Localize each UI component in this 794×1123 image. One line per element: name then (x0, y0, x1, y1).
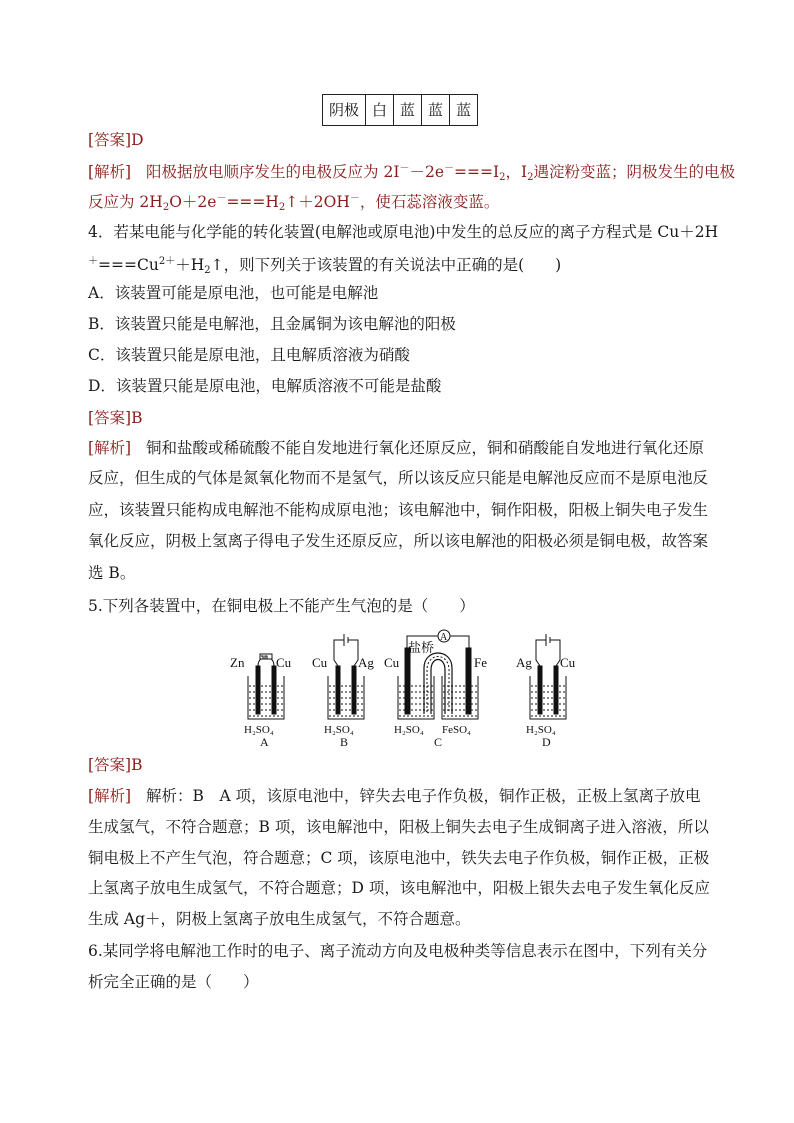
q4-answer (88, 408, 143, 428)
q4-analysis-line: 选 B。 (88, 564, 136, 582)
q5-analysis-line: 铜电极上不产生气泡，符合题意；C 项，该原电池中，铁失去电子作负极，铜作正极，正极 (88, 849, 710, 867)
answer-value: B (131, 409, 143, 427)
q5-apparatus-figure (228, 626, 588, 746)
label-ag: Ag (358, 655, 374, 670)
table-row (323, 95, 478, 126)
q5-stem: 5.下列各装置中，在铜电极上不能产生气泡的是（ ） (88, 597, 475, 615)
analysis-text: 阳极据放电顺序发生的电极反应为 $2I^--2e^-===I_2$，$I_2$遇淀粉变蓝；阴极发生的电极 (146, 163, 735, 183)
label-ag: Ag (516, 655, 532, 670)
table-cell: 蓝 (394, 95, 422, 126)
device-d (530, 634, 566, 719)
q4-option-d: D．该装置只能是原电池，电解质溶液不可能是盐酸 (88, 377, 442, 395)
q5-analysis-line (88, 786, 701, 806)
analysis-label: [解析] (88, 439, 132, 457)
q6-stem: 6.某同学将电解池工作时的电子、离子流动方向及电极种类等信息表示在图中，下列有关分 (88, 942, 708, 960)
q3-answer (88, 130, 144, 150)
answer-label: [答案] (88, 409, 132, 427)
label-zn: Zn (230, 655, 245, 670)
result-table (322, 94, 478, 126)
device-tag: D (542, 735, 551, 746)
q6-stem-cont: 析完全正确的是（ ） (88, 973, 259, 991)
table-cell: 蓝 (422, 95, 450, 126)
analysis-label: [解析] (88, 787, 132, 805)
analysis-text: 铜和盐酸或稀硫酸不能自发地进行氧化还原反应，铜和硝酸能自发地进行氧化还原 (146, 439, 705, 457)
label-cu: Cu (560, 655, 576, 670)
q3-analysis-line (88, 159, 735, 188)
q5-analysis-line: 生成氢气，不符合题意；B 项，该电解池中，阳极上铜失去电子生成铜离子进入溶液，所以 (88, 818, 709, 836)
label-cu: Cu (312, 655, 328, 670)
device-b (328, 634, 364, 719)
label-salt-bridge: 盐桥 (408, 640, 435, 655)
answer-value: D (131, 131, 144, 149)
analysis-text: 解析：B A 项，该原电池中，锌失去电子作负极，铜作正极，正极上氢离子放电 (146, 787, 701, 805)
device-tag: A (260, 735, 269, 746)
device-tag: B (340, 735, 349, 746)
q4-analysis-line (88, 438, 704, 458)
label-cu: Cu (276, 655, 292, 670)
label-solution: H₂SO₄ (526, 724, 556, 736)
label-cu: Cu (384, 655, 400, 670)
label-solution: H₂SO₄ (324, 724, 354, 736)
device-tag: C (434, 735, 443, 746)
q5-analysis-line: 上氢离子放电生成氢气，不符合题意；D 项，该电解池中，阳极上银失去电子发生氧化反应 (88, 879, 710, 897)
q4-option-c: C．该装置只能是原电池，且电解质溶液为硝酸 (88, 346, 410, 364)
q4-analysis-line: 反应，但生成的气体是氮氧化物而不是氢气，所以该反应只能是电解池反应而不是原电池反 (88, 469, 709, 487)
q5-analysis-line: 生成 Ag＋，阴极上氢离子放电生成氢气，不符合题意。 (88, 910, 471, 928)
label-solution: H₂SO₄ (394, 724, 424, 736)
q3-analysis-line: 反应为 $2H_2O+2e^-===H_2↑+2OH^-$，使石蕊溶液变蓝。 (88, 193, 500, 213)
q4-analysis-line: 应，该装置只能构成电解池不能构成原电池；该电解池中，铜作阳极，阳极上铜失电子发生 (88, 501, 709, 519)
q4-stem: 4．若某电能与化学能的转化装置(电解池或原电池)中发生的总反应的离子方程式是 Cu＋2H (88, 223, 719, 241)
q4-analysis-line: 氧化反应，阴极上氢离子得电子发生还原反应，所以该电解池的阳极必须是铜电极，故答案 (88, 532, 709, 550)
table-cell: 蓝 (450, 95, 478, 126)
label-solution: H₂SO₄ (244, 724, 274, 736)
answer-label: [答案] (88, 131, 132, 149)
label-fe: Fe (474, 655, 487, 670)
q4-stem-cont: $^+===Cu^{2+}+H_2↑$，则下列关于该装置的有关说法中正确的是( ) (88, 256, 562, 276)
q5-answer (88, 755, 143, 775)
answer-value: B (131, 756, 143, 774)
q4-option-b: B．该装置只能是电解池，且金属铜为该电解池的阳极 (88, 315, 456, 333)
label-solution: FeSO₄ (442, 724, 471, 736)
analysis-label: [解析] (88, 163, 132, 181)
q4-option-a: A．该装置可能是原电池，也可能是电解池 (88, 284, 379, 302)
table-cell: 阴极 (323, 95, 366, 126)
table-cell: 白 (366, 95, 394, 126)
ammeter-symbol: A (440, 632, 448, 643)
answer-label: [答案] (88, 756, 132, 774)
